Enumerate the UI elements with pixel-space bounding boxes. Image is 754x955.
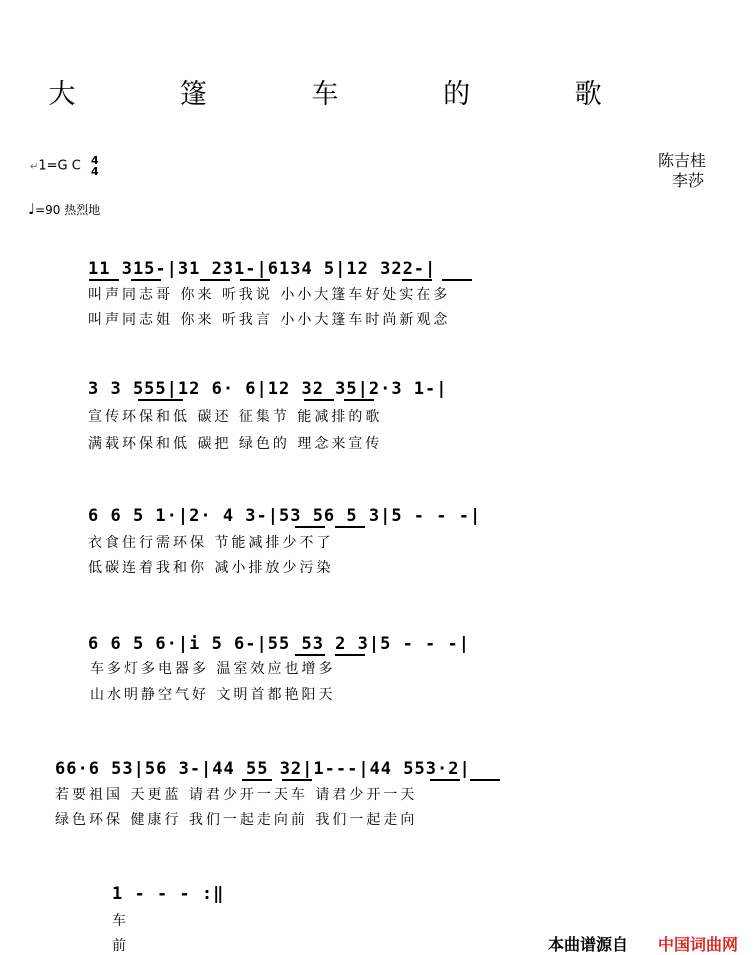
beam-underline xyxy=(335,654,365,656)
time-bottom: 4 xyxy=(90,165,99,178)
key-signature xyxy=(30,155,99,177)
lyrics-line-4a: 车多灯多电器多 温室效应也增多 xyxy=(90,661,336,677)
notation-line-1: 11 315-|31 231-|6134 5|12 322-| xyxy=(88,259,437,279)
tempo-label: =90 热烈地 xyxy=(35,203,101,217)
lyrics-line-6b: 前 xyxy=(112,938,129,954)
source-label: 本曲谱源自 xyxy=(548,935,629,954)
beam-underline xyxy=(335,526,365,528)
return-arrow-icon: ↵ xyxy=(30,161,39,173)
lyrics-line-5b: 绿色环保 健康行 我们一起走向前 我们一起走向 xyxy=(55,812,418,828)
notation-line-2: 3 3 555|12 6· 6|12 32 35|2·3 1-| xyxy=(88,379,448,399)
song-title: 大 篷 车 的 歌 xyxy=(48,79,650,110)
beam-underline xyxy=(89,279,119,281)
notation-line-4: 6 6 5 6·|i 5 6-|55 53 2 3|5 - - -| xyxy=(88,634,470,654)
beam-underline xyxy=(282,779,312,781)
notation-line-5: 66·6 53|56 3-|44 55 32|1---|44 553·2| xyxy=(55,759,471,779)
beam-underline xyxy=(304,399,334,401)
beam-underline xyxy=(242,779,272,781)
beam-underline xyxy=(131,279,161,281)
lyrics-line-3b: 低碳连着我和你 减小排放少污染 xyxy=(88,560,334,576)
beam-underline xyxy=(470,779,500,781)
beam-underline xyxy=(295,654,325,656)
beam-underline xyxy=(138,399,183,401)
site-link[interactable]: 中国词曲网 xyxy=(658,935,739,954)
lyricist: 李莎 xyxy=(672,171,705,190)
beam-underline xyxy=(200,279,230,281)
composer: 陈吉桂 xyxy=(658,151,707,170)
beam-underline xyxy=(442,279,472,281)
lyrics-line-3a: 衣食住行需环保 节能减排少不了 xyxy=(88,535,334,551)
lyrics-line-4b: 山水明静空气好 文明首都艳阳天 xyxy=(90,687,336,703)
lyrics-line-2b: 满载环保和低 碳把 绿色的 理念来宣传 xyxy=(88,436,383,452)
beam-underline xyxy=(402,279,432,281)
time-signature xyxy=(91,155,99,177)
key-label: 1=G C xyxy=(38,158,81,174)
lyrics-line-1b: 叫声同志姐 你来 听我言 小小大篷车时尚新观念 xyxy=(88,312,451,328)
notation-line-6: 1 - - - :‖ xyxy=(112,884,225,904)
tempo-marking xyxy=(28,200,100,218)
lyrics-line-1a: 叫声同志哥 你来 听我说 小小大篷车好处实在多 xyxy=(88,287,451,303)
beam-underline xyxy=(240,279,270,281)
beam-underline xyxy=(430,779,460,781)
lyrics-line-2a: 宣传环保和低 碳还 征集节 能减排的歌 xyxy=(88,409,383,425)
lyrics-line-6a: 车 xyxy=(112,913,129,929)
beam-underline xyxy=(344,399,374,401)
lyrics-line-5a: 若要祖国 天更蓝 请君少开一天车 请君少开一天 xyxy=(55,787,418,803)
time-top: 4 xyxy=(90,154,99,167)
notation-line-3: 6 6 5 1·|2· 4 3-|53 56 5 3|5 - - -| xyxy=(88,506,482,526)
quarter-note-icon: ♩ xyxy=(28,200,36,218)
beam-underline xyxy=(295,526,325,528)
